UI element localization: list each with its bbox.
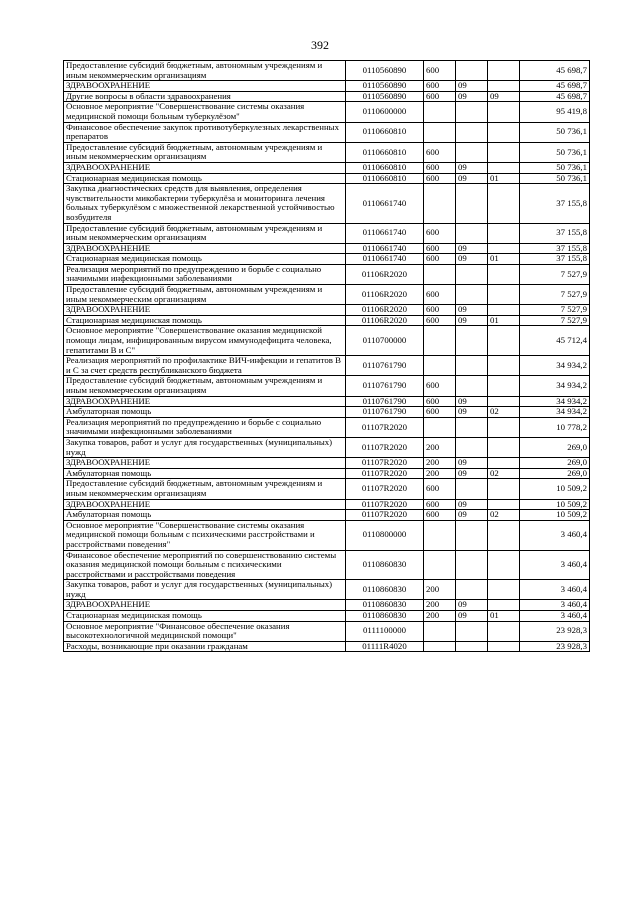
expense-name-cell: Амбулаторная помощь [64,510,346,521]
target-code-cell: 0110860830 [346,550,424,580]
table-row [64,305,590,316]
amount-cell: 3 460,4 [520,600,590,611]
table-row [64,285,590,305]
section-cell: 09 [456,600,488,611]
table-row [64,417,590,437]
table-row [64,550,590,580]
expense-type-cell: 600 [424,142,456,162]
expense-name-cell: Реализация мероприятий по предупреждению и борьбе с социально значимыми инфекционными заболеваниями [64,264,346,284]
section-cell [456,520,488,550]
subsection-cell [488,122,520,142]
amount-cell: 45 698,7 [520,61,590,81]
expense-name-cell: ЗДРАВООХРАНЕНИЕ [64,458,346,469]
expense-type-cell [424,326,456,356]
section-cell: 09 [456,305,488,316]
subsection-cell [488,223,520,243]
subsection-cell [488,142,520,162]
expense-type-cell: 600 [424,223,456,243]
section-cell [456,417,488,437]
target-code-cell: 0110661740 [346,243,424,254]
subsection-cell [488,184,520,223]
amount-cell: 50 736,1 [520,122,590,142]
expense-type-cell: 200 [424,611,456,622]
amount-cell: 34 934,2 [520,356,590,376]
amount-cell: 3 460,4 [520,580,590,600]
amount-cell: 45 698,7 [520,91,590,102]
section-cell: 09 [456,611,488,622]
subsection-cell [488,641,520,652]
target-code-cell: 0110860830 [346,580,424,600]
expense-name-cell: ЗДРАВООХРАНЕНИЕ [64,305,346,316]
expense-type-cell: 600 [424,81,456,92]
expense-name-cell: Стационарная медицинская помощь [64,611,346,622]
section-cell [456,264,488,284]
section-cell [456,437,488,457]
table-row [64,520,590,550]
expense-name-cell: Основное мероприятие "Совершенствование оказания медицинской помощи лицам, инфицированным вирусом иммунодефицита человека, гепатитами B и C" [64,326,346,356]
amount-cell: 34 934,2 [520,407,590,418]
amount-cell: 7 527,9 [520,305,590,316]
subsection-cell: 02 [488,468,520,479]
target-code-cell: 01107R2020 [346,468,424,479]
expense-name-cell: ЗДРАВООХРАНЕНИЕ [64,243,346,254]
amount-cell: 50 736,1 [520,142,590,162]
section-cell: 09 [456,468,488,479]
section-cell: 09 [456,315,488,326]
subsection-cell [488,458,520,469]
section-cell [456,580,488,600]
amount-cell: 10 509,2 [520,479,590,499]
expense-type-cell: 600 [424,407,456,418]
target-code-cell: 0110600000 [346,102,424,122]
expense-name-cell: Другие вопросы в области здравоохранения [64,91,346,102]
table-row [64,458,590,469]
expense-name-cell: Основное мероприятие "Финансовое обеспечение оказания высокотехнологичной медицинской помощи" [64,621,346,641]
amount-cell: 50 736,1 [520,162,590,173]
expense-name-cell: Закупка диагностических средств для выявления, определения чувствительности микобактерии туберкулёза и мониторинга лечения больных туберкулёзом с множественной лекарственной устойчивостью возбудителя [64,184,346,223]
target-code-cell: 01106R2020 [346,264,424,284]
section-cell [456,356,488,376]
section-cell [456,550,488,580]
subsection-cell [488,162,520,173]
expense-name-cell: Стационарная медицинская помощь [64,173,346,184]
section-cell [456,479,488,499]
section-cell [456,142,488,162]
table-row [64,102,590,122]
expense-type-cell: 600 [424,173,456,184]
table-row [64,254,590,265]
section-cell: 09 [456,499,488,510]
subsection-cell [488,396,520,407]
amount-cell: 269,0 [520,437,590,457]
target-code-cell: 0110660810 [346,142,424,162]
subsection-cell: 01 [488,611,520,622]
target-code-cell: 01107R2020 [346,437,424,457]
expense-name-cell: Амбулаторная помощь [64,468,346,479]
expense-type-cell [424,122,456,142]
subsection-cell [488,499,520,510]
table-row [64,396,590,407]
amount-cell: 3 460,4 [520,520,590,550]
table-row [64,81,590,92]
expense-name-cell: ЗДРАВООХРАНЕНИЕ [64,600,346,611]
section-cell: 09 [456,91,488,102]
amount-cell: 269,0 [520,458,590,469]
table-row [64,326,590,356]
expense-type-cell: 600 [424,305,456,316]
amount-cell: 7 527,9 [520,264,590,284]
subsection-cell [488,61,520,81]
table-row [64,162,590,173]
amount-cell: 37 155,8 [520,223,590,243]
section-cell: 09 [456,254,488,265]
target-code-cell: 0110660810 [346,173,424,184]
amount-cell: 95 419,8 [520,102,590,122]
table-row [64,641,590,652]
subsection-cell: 01 [488,173,520,184]
table-row [64,510,590,521]
amount-cell: 34 934,2 [520,376,590,396]
target-code-cell: 0110661740 [346,184,424,223]
expense-type-cell: 600 [424,285,456,305]
amount-cell: 37 155,8 [520,184,590,223]
subsection-cell [488,580,520,600]
table-row [64,173,590,184]
target-code-cell: 01107R2020 [346,417,424,437]
target-code-cell: 0110761790 [346,376,424,396]
section-cell [456,326,488,356]
target-code-cell: 0110660810 [346,122,424,142]
section-cell: 09 [456,243,488,254]
expense-type-cell [424,184,456,223]
expense-name-cell: ЗДРАВООХРАНЕНИЕ [64,396,346,407]
expense-type-cell: 600 [424,162,456,173]
expense-name-cell: Предоставление субсидий бюджетным, автономным учреждениям и иным некоммерческим организациям [64,61,346,81]
subsection-cell [488,550,520,580]
table-row [64,437,590,457]
table-row [64,315,590,326]
target-code-cell: 0110700000 [346,326,424,356]
expense-name-cell: ЗДРАВООХРАНЕНИЕ [64,162,346,173]
table-row [64,122,590,142]
expense-name-cell: Предоставление субсидий бюджетным, автономным учреждениям и иным некоммерческим организациям [64,376,346,396]
subsection-cell: 09 [488,91,520,102]
budget-table [63,60,590,652]
expense-name-cell: Предоставление субсидий бюджетным, автономным учреждениям и иным некоммерческим организациям [64,223,346,243]
expense-type-cell: 600 [424,510,456,521]
target-code-cell: 01106R2020 [346,305,424,316]
section-cell: 09 [456,81,488,92]
amount-cell: 3 460,4 [520,611,590,622]
amount-cell: 10 509,2 [520,499,590,510]
subsection-cell: 01 [488,315,520,326]
expense-type-cell [424,520,456,550]
table-row [64,600,590,611]
table-row [64,243,590,254]
subsection-cell [488,621,520,641]
expense-type-cell [424,621,456,641]
subsection-cell [488,81,520,92]
subsection-cell: 02 [488,407,520,418]
amount-cell: 23 928,3 [520,621,590,641]
section-cell [456,223,488,243]
expense-type-cell [424,356,456,376]
target-code-cell: 01111R4020 [346,641,424,652]
subsection-cell [488,520,520,550]
target-code-cell: 0110860830 [346,600,424,611]
subsection-cell [488,479,520,499]
amount-cell: 3 460,4 [520,550,590,580]
target-code-cell: 01107R2020 [346,499,424,510]
expense-type-cell: 600 [424,499,456,510]
expense-name-cell: Предоставление субсидий бюджетным, автономным учреждениям и иным некоммерческим организациям [64,479,346,499]
target-code-cell: 0110761790 [346,356,424,376]
target-code-cell: 01107R2020 [346,458,424,469]
subsection-cell [488,356,520,376]
table-row [64,91,590,102]
subsection-cell [488,326,520,356]
section-cell [456,285,488,305]
section-cell: 09 [456,162,488,173]
table-row [64,611,590,622]
section-cell [456,641,488,652]
target-code-cell: 01107R2020 [346,479,424,499]
section-cell [456,376,488,396]
expense-type-cell: 600 [424,91,456,102]
amount-cell: 23 928,3 [520,641,590,652]
amount-cell: 34 934,2 [520,396,590,407]
target-code-cell: 0111100000 [346,621,424,641]
subsection-cell: 02 [488,510,520,521]
expense-type-cell: 200 [424,580,456,600]
table-row [64,479,590,499]
amount-cell: 45 698,7 [520,81,590,92]
amount-cell: 45 712,4 [520,326,590,356]
target-code-cell: 0110860830 [346,611,424,622]
amount-cell: 37 155,8 [520,254,590,265]
expense-name-cell: Амбулаторная помощь [64,407,346,418]
expense-type-cell: 200 [424,437,456,457]
section-cell: 09 [456,407,488,418]
section-cell: 09 [456,458,488,469]
target-code-cell: 0110660810 [346,162,424,173]
expense-type-cell: 200 [424,458,456,469]
section-cell [456,184,488,223]
expense-name-cell: ЗДРАВООХРАНЕНИЕ [64,499,346,510]
amount-cell: 7 527,9 [520,315,590,326]
expense-name-cell: Финансовое обеспечение мероприятий по совершенствованию системы оказания медицинской помощи больным с психическими расстройствами и расстройствами поведения [64,550,346,580]
expense-name-cell: Закупка товаров, работ и услуг для государственных (муниципальных) нужд [64,437,346,457]
target-code-cell: 0110560890 [346,61,424,81]
section-cell [456,621,488,641]
expense-type-cell [424,641,456,652]
target-code-cell: 0110560890 [346,81,424,92]
expense-name-cell: Предоставление субсидий бюджетным, автономным учреждениям и иным некоммерческим организациям [64,142,346,162]
expense-name-cell: Стационарная медицинская помощь [64,254,346,265]
subsection-cell: 01 [488,254,520,265]
page-number: 392 [311,38,329,52]
table-row [64,223,590,243]
amount-cell: 7 527,9 [520,285,590,305]
expense-type-cell: 600 [424,243,456,254]
amount-cell: 50 736,1 [520,173,590,184]
section-cell [456,102,488,122]
expense-type-cell [424,550,456,580]
table-row [64,376,590,396]
section-cell [456,61,488,81]
subsection-cell [488,600,520,611]
subsection-cell [488,417,520,437]
target-code-cell: 0110560890 [346,91,424,102]
expense-type-cell: 600 [424,376,456,396]
expense-type-cell: 600 [424,315,456,326]
table-row [64,621,590,641]
amount-cell: 10 509,2 [520,510,590,521]
expense-type-cell: 200 [424,600,456,611]
subsection-cell [488,102,520,122]
target-code-cell: 0110800000 [346,520,424,550]
amount-cell: 269,0 [520,468,590,479]
expense-type-cell: 600 [424,61,456,81]
subsection-cell [488,437,520,457]
section-cell: 09 [456,173,488,184]
budget-table-body [64,61,590,652]
subsection-cell [488,264,520,284]
expense-name-cell: Предоставление субсидий бюджетным, автономным учреждениям и иным некоммерческим организациям [64,285,346,305]
table-row [64,580,590,600]
section-cell: 09 [456,510,488,521]
subsection-cell [488,243,520,254]
subsection-cell [488,285,520,305]
expense-name-cell: Основное мероприятие "Совершенствование системы оказания медицинской помощи больным туберкулёзом" [64,102,346,122]
target-code-cell: 01107R2020 [346,510,424,521]
table-row [64,142,590,162]
expense-type-cell [424,264,456,284]
expense-name-cell: Закупка товаров, работ и услуг для государственных (муниципальных) нужд [64,580,346,600]
expense-name-cell: Основное мероприятие "Совершенствование системы оказания медицинской помощи больным с психическими расстройствами и расстройствами поведения" [64,520,346,550]
target-code-cell: 0110761790 [346,407,424,418]
target-code-cell: 0110661740 [346,254,424,265]
expense-type-cell: 200 [424,468,456,479]
expense-type-cell [424,102,456,122]
subsection-cell [488,376,520,396]
amount-cell: 37 155,8 [520,243,590,254]
expense-type-cell: 600 [424,396,456,407]
table-row [64,184,590,223]
expense-name-cell: Расходы, возникающие при оказании гражданам [64,641,346,652]
table-row [64,356,590,376]
expense-type-cell: 600 [424,254,456,265]
table-row [64,468,590,479]
expense-type-cell: 600 [424,479,456,499]
subsection-cell [488,305,520,316]
target-code-cell: 0110761790 [346,396,424,407]
table-row [64,499,590,510]
table-row [64,407,590,418]
target-code-cell: 01106R2020 [346,315,424,326]
amount-cell: 10 778,2 [520,417,590,437]
section-cell [456,122,488,142]
table-row [64,264,590,284]
expense-type-cell [424,417,456,437]
target-code-cell: 01106R2020 [346,285,424,305]
expense-name-cell: Реализация мероприятий по предупреждению и борьбе с социально значимыми инфекционными заболеваниями [64,417,346,437]
expense-name-cell: Финансовое обеспечение закупок противотуберкулезных лекарственных препаратов [64,122,346,142]
expense-name-cell: Реализация мероприятий по профилактике ВИЧ-инфекции и гепатитов B и C за счет средств республиканского бюджета [64,356,346,376]
expense-name-cell: Стационарная медицинская помощь [64,315,346,326]
table-row [64,61,590,81]
target-code-cell: 0110661740 [346,223,424,243]
section-cell: 09 [456,396,488,407]
expense-name-cell: ЗДРАВООХРАНЕНИЕ [64,81,346,92]
